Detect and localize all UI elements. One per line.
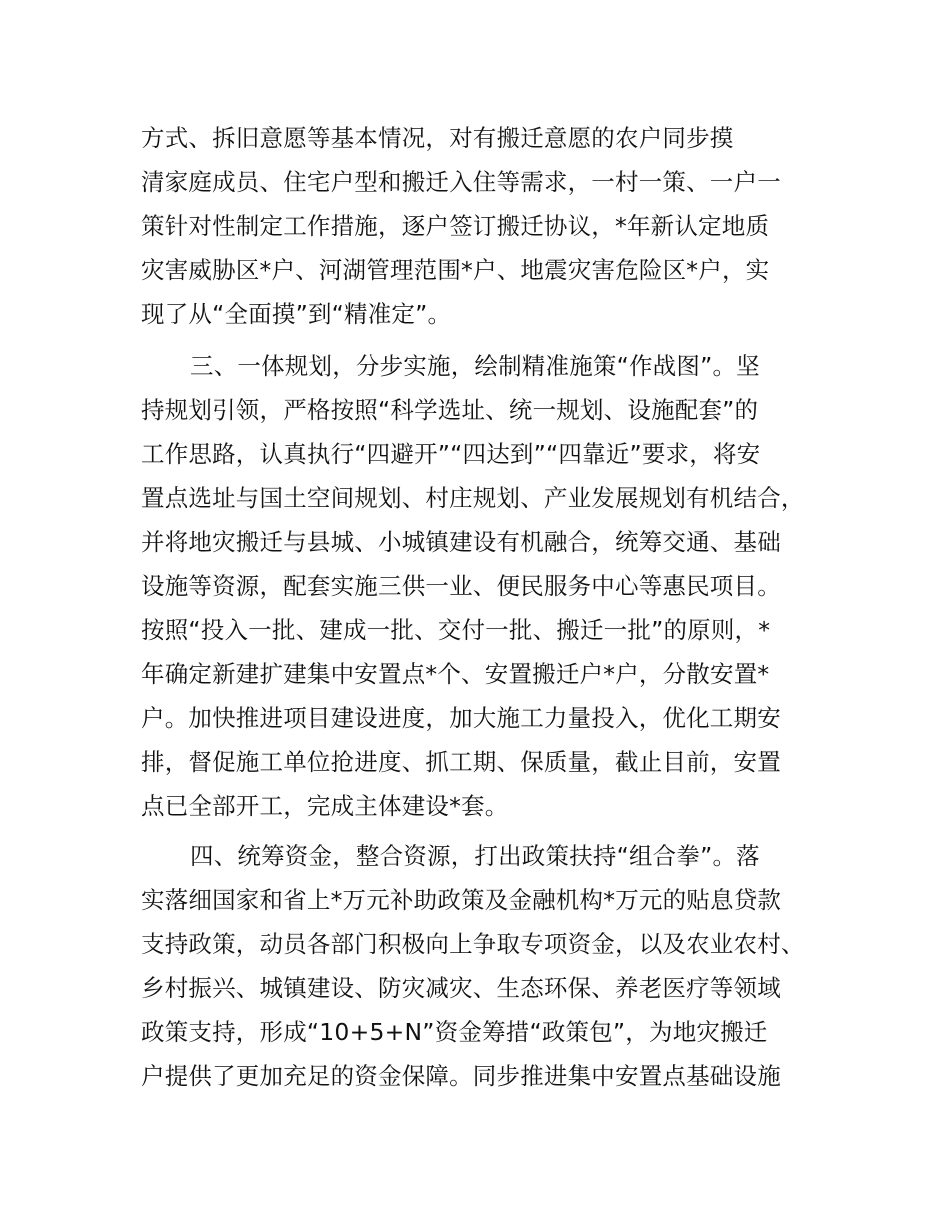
text-line: 按照“投入一批、建成一批、交付一批、搬迁一批”的原则，* [141,616,771,644]
text-line: 并将地灾搬迁与县城、小城镇建设有机融合，统筹交通、基础 [141,528,781,556]
text-line: 排，督促施工单位抢进度、抓工期、保质量，截止目前，安置 [141,748,781,776]
text-line: 户。加快推进项目建设进度，加大施工力量投入，优化工期安 [141,704,781,732]
text-line: 现了从“全面摸”到“精准定”。 [141,300,452,328]
text-line: 实落细国家和省上*万元补助政策及金融机构*万元的贴息贷款 [141,886,782,914]
text-line: 工作思路，认真执行“四避开”“四达到”“四靠近”要求，将安 [141,440,761,468]
text-line: 政策支持，形成“10+5+N”资金筹措“政策包”，为地灾搬迁 [141,1018,768,1046]
text-line: 方式、拆旧意愿等基本情况，对有搬迁意愿的农户同步摸 [141,124,734,152]
text-line: 支持政策，动员各部门积极向上争取专项资金，以及农业农村、 [141,930,805,958]
section-heading-line: 四、统筹资金，整合资源，打出政策扶持“组合拳”。落 [190,842,760,870]
text-line: 户提供了更加充足的资金保障。同步推进集中安置点基础设施 [141,1062,781,1090]
text-line: 年确定新建扩建集中安置点*个、安置搬迁户*户，分散安置* [141,660,770,688]
text-line: 点已全部开工，完成主体建设*套。 [141,792,509,820]
text-line: 置点选址与国土空间规划、村庄规划、产业发展规划有机结合， [141,484,805,512]
text-line: 乡村振兴、城镇建设、防灾减灾、生态环保、养老医疗等领域 [141,974,781,1002]
text-line: 策针对性制定工作措施，逐户签订搬迁协议，*年新认定地质 [141,212,770,240]
text-line: 持规划引领，严格按照“科学选址、统一规划、设施配套”的 [141,396,759,424]
section-heading-line: 三、一体规划，分步实施，绘制精准施策“作战图”。坚 [190,352,760,380]
text-line: 清家庭成员、住宅户型和搬迁入住等需求，一村一策、一户一 [141,168,781,196]
text-line: 灾害威胁区*户、河湖管理范围*户、地震灾害危险区*户，实 [141,256,770,284]
text-line: 设施等资源，配套实施三供一业、便民服务中心等惠民项目。 [141,572,781,600]
